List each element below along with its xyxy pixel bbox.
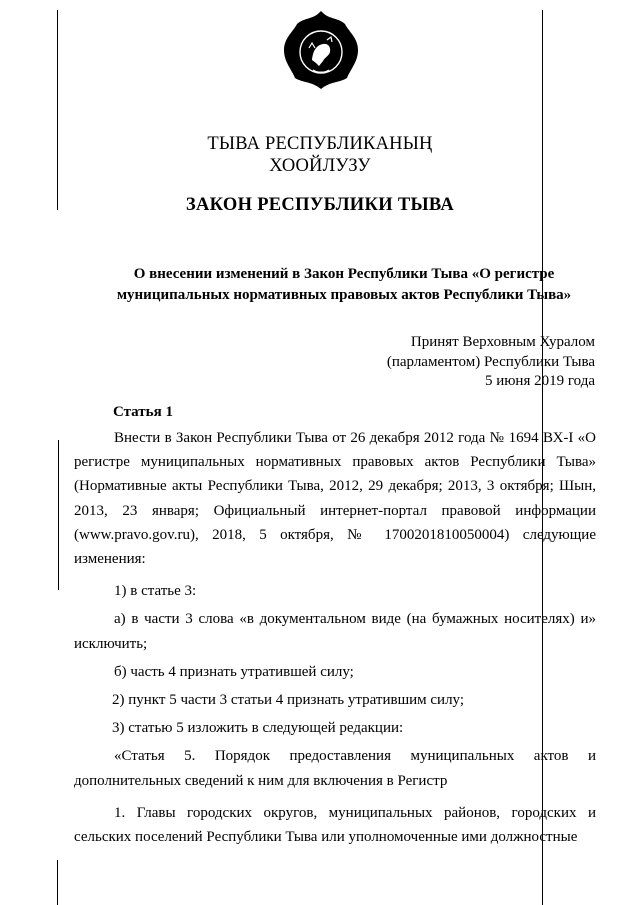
paragraph-intro: Внести в Закон Республики Тыва от 26 декабря 2012 года № 1694 ВХ-I «О регистре муниципальных нормативных правовых актов Республики Тыва» (Нормативные акты Республики Тыва, 2012, 29 декабря; 2013, 3 октября; Шын, 2013, 23 января; Официальный интернет-портал правовой информации (www.pravo.gov.ru), 2018, 5 октября, № 1700201810050004) следующие изменения: bbox=[74, 430, 596, 568]
paragraph-article5-part1: 1. Главы городских округов, муниципальных районов, городских и сельских поселений Республики Тыва или уполномоченные ими должностные bbox=[74, 804, 596, 846]
tyva-emblem-icon bbox=[279, 8, 363, 92]
paragraph-article5-heading: «Статья 5. Порядок предоставления муниципальных актов и дополнительных сведений к ним для включения в Регистр bbox=[74, 748, 596, 789]
adopted-line3: 5 июня 2019 года bbox=[484, 373, 595, 389]
article-heading: Статья 1 bbox=[113, 404, 173, 420]
adoption-info bbox=[387, 333, 595, 392]
law-subject bbox=[70, 264, 618, 306]
law-title-russian: ЗАКОН РЕСПУБЛИКИ ТЫВА bbox=[185, 195, 455, 215]
paragraph-item: б) часть 4 признать утратившей силу; bbox=[114, 663, 354, 680]
law-title-tyvan bbox=[0, 133, 640, 177]
scan-line-left-middle bbox=[58, 440, 59, 590]
subject-line1: О внесении изменений в Закон Республики Тыва «О регистре bbox=[133, 266, 555, 282]
adopted-line2: (парламентом) Республики Тыва bbox=[386, 353, 595, 370]
paragraph-item: 2) пункт 5 части 3 статьи 4 признать утратившим силу; bbox=[112, 692, 465, 709]
scan-line-left-lower bbox=[57, 860, 58, 905]
paragraph-item: а) в части 3 слова «в документальном виде (на бумажных носителях) и» исключить; bbox=[74, 611, 596, 652]
paragraph-item: 3) статью 5 изложить в следующей редакции: bbox=[112, 720, 404, 737]
subject-line2: муниципальных нормативных правовых актов Республики Тыва» bbox=[116, 287, 572, 303]
title-tyvan-line2: ХООЙЛУЗУ bbox=[269, 156, 371, 176]
title-tyvan-line1: ТЫВА РЕСПУБЛИКАНЫҢ bbox=[207, 134, 433, 154]
article-body bbox=[74, 426, 596, 849]
adopted-line1: Принят Верховным Хуралом bbox=[410, 334, 595, 350]
scan-line-left-upper bbox=[57, 10, 58, 210]
paragraph-item: 1) в статье 3: bbox=[114, 583, 197, 600]
